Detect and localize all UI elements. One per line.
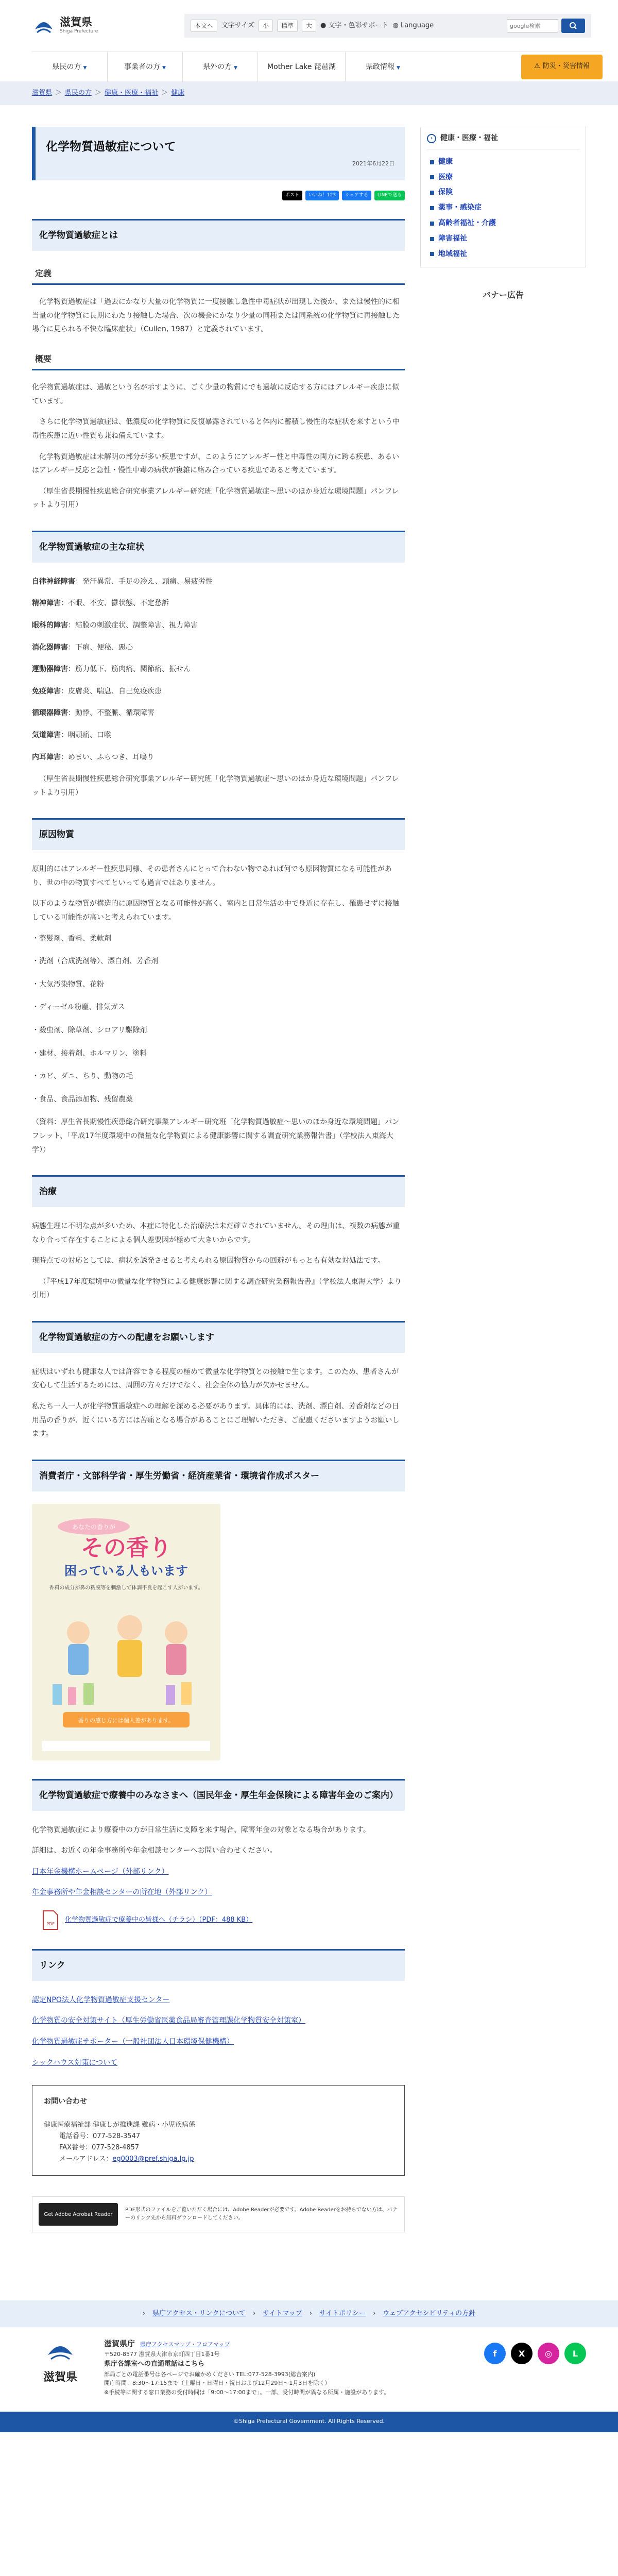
adobe-reader-box (32, 2196, 405, 2232)
paragraph: 化学物質過敏症は「過去にかなり大量の化学物質に一度接触し急性中毒症状が出現した後か、または慢性的に相当量の化学物質に長期にわたり接触した場合、次の機会にかなり少量の同種または同系統の化学物質に再接触した場合に見られる不快な臨床症状」（Cullen, 1987）と定義されています。 (32, 298, 400, 334)
footer-link[interactable]: ウェブアクセシビリティの方針 (383, 2310, 476, 2318)
nav-label: 県政情報 (366, 62, 395, 71)
chevron-right-icon: › (309, 2310, 313, 2318)
banner-ad[interactable] (420, 349, 586, 363)
list-item: ・カビ、ダニ、ちり、動物の毛 (32, 1072, 133, 1081)
warning-icon: ⚠ (534, 62, 540, 71)
paragraph: 原則的にはアレルギー性疾患同様、その患者さんにとって合わない物であれば何でも原因物質になる可能性があり、世の中の物質すべてといっても過言ではありません。 (32, 865, 392, 887)
chevron-right-icon: › (427, 134, 436, 143)
language-label: Language (401, 21, 434, 29)
sidebar-item[interactable]: 地域福祉 (427, 247, 579, 262)
chevron-down-icon: ▼ (234, 65, 237, 71)
access-link[interactable]: 県庁アクセスマップ・フロアマップ (140, 2341, 230, 2348)
share-buttons (32, 191, 405, 200)
sidebar-item[interactable]: 障害福祉 (427, 231, 579, 247)
nav-label: Mother Lake 琵琶湖 (267, 62, 336, 71)
source-note: （厚生省長期慢性疾患総合研究事業アレルギー研究班「化学物質過敏症〜思いのほか身近な環境問題」パンフレットより引用） (32, 775, 399, 797)
chevron-right-icon: › (253, 2310, 256, 2318)
paragraph: 私たち一人一人が化学物質過敏症への理解を深める必要があります。具体的には、洗剤、漂白剤、芳香剤などの日用品の香りが、近くにいる方には苦痛となる場合があることにご理解いただき、ご配慮くださいますようお願いします。 (32, 1402, 400, 1438)
breadcrumb: 滋賀県 ＞ 県民の方 ＞ 健康・医療・福祉 ＞ 健康 (0, 81, 618, 105)
square-bullet-icon (430, 252, 434, 256)
footer-link[interactable]: 県庁アクセス・リンクについて (152, 2310, 246, 2318)
x-icon[interactable]: X (511, 2343, 533, 2364)
facebook-share-button[interactable]: シェアする (342, 191, 371, 200)
page-title: 化学物質過敏症について (46, 140, 176, 154)
sidebar (420, 127, 586, 2232)
breadcrumb-link[interactable]: 県民の方 (65, 89, 92, 97)
list-item: ・ディーゼル粉塵、排気ガス (32, 1003, 125, 1012)
list-item: ・整髪剤、香料、柔軟剤 (32, 934, 111, 943)
adobe-reader-text: PDF形式のファイルをご覧いただく場合には、Adobe Readerが必要です。Adobe Readerをお持ちでない方は、バナーのリンク先から無料ダウンロードしてください。 (125, 2207, 398, 2222)
related-link[interactable]: 化学物質過敏症サポーター（一般社団法人日本環境保健機構） (32, 2038, 234, 2046)
poster-title: その香り (81, 1534, 171, 1561)
paragraph: 現時点での対応としては、病状を誘発させると考えられる原因物質からの回避がもっとも有効な対処法です。 (32, 1257, 385, 1265)
sidebar-item[interactable]: 健康 (427, 155, 579, 170)
language-button[interactable] (393, 20, 434, 31)
related-link[interactable]: 化学物質の安全対策サイト（厚生労働省医薬食品局審査管理課化学物質安全対策室） (32, 2016, 306, 2025)
subheading: 定義 (32, 266, 405, 285)
nav-label: 県民の方 (52, 62, 81, 71)
social-links (484, 2337, 586, 2397)
subheading: 概要 (32, 352, 405, 370)
section-heading: 化学物質過敏症の方への配慮をお願いします (32, 1321, 405, 1353)
adobe-reader-banner[interactable]: Get Adobe Acrobat Reader (39, 2203, 118, 2226)
section-heading: 治療 (32, 1175, 405, 1207)
section-heading: 化学物質過敏症で療養中のみなさまへ（国民年金・厚生年金保険による障害年金のご案内） (32, 1779, 405, 1811)
logo-text: 滋賀県 (60, 15, 92, 28)
globe-icon: ◍ (392, 21, 399, 29)
facebook-icon[interactable]: f (484, 2343, 506, 2364)
footer-links (0, 2300, 618, 2327)
nav-item-prefgov[interactable] (345, 52, 420, 82)
font-size-label: 文字サイズ (221, 21, 254, 29)
font-large-button[interactable]: 大 (302, 20, 316, 32)
poster-image[interactable] (32, 1504, 220, 1760)
list-item: 免疫障害：皮膚炎、喘息、自己免疫疾患 (32, 687, 162, 696)
facebook-like-button[interactable]: いいね！123 (305, 191, 339, 200)
list-item: 内耳障害：めまい、ふらつき、耳鳴り (32, 753, 154, 761)
color-support-link[interactable]: ● 文字・色彩サポート (320, 21, 389, 29)
section-heading: 化学物質過敏症の主な症状 (32, 531, 405, 563)
mail-link[interactable]: eg0003@pref.shiga.lg.jp (112, 2155, 194, 2163)
section-heading: 原因物質 (32, 818, 405, 850)
sidebar-item[interactable]: 高齢者福祉・介護 (427, 216, 579, 231)
list-item: ・洗剤（合成洗剤等）、漂白剤、芳香剤 (32, 957, 158, 966)
list-item: 気道障害：咽頭痛、口喉 (32, 731, 111, 739)
banner-heading: バナー広告 (482, 290, 524, 300)
chevron-right-icon: › (142, 2310, 146, 2318)
footer-info: 滋賀県庁 県庁アクセスマップ・フロアマップ 〒520-8577 滋賀県大津市京町四丁目1番1号 県庁各課室への直通電話はこちら 部局ごとの電話番号は各ページでお確かめください TEL:077-528-3993(総合案内) 開庁時間：8:30〜17:15まで（土曜日・日曜日・祝日および12月29日〜1月3日を除く） ※手続等に関する窓口業務の受付時間は「9:00〜17:00まで」。一部、受付時間が異なる所属・施設があります。 (104, 2337, 469, 2397)
poster-subtitle: 困っている人もいます (64, 1563, 188, 1578)
contact-dept: 健康医療福祉部 健康しが推進課 難病・小児疾病係 (44, 2121, 196, 2129)
nav-item-residents[interactable] (32, 52, 107, 82)
contact-box (32, 2085, 405, 2176)
nav-label: 事業者の方 (124, 62, 161, 71)
footer (0, 2300, 618, 2432)
square-bullet-icon (430, 222, 434, 226)
prefecture-emblem-icon (45, 2337, 76, 2363)
square-bullet-icon (430, 237, 434, 241)
footer-link[interactable]: サイトポリシー (319, 2310, 366, 2318)
list-item: 消化器障害：下痢、便秘、悪心 (32, 643, 133, 652)
square-bullet-icon (430, 175, 434, 179)
page-date: 2021年6月22日 (352, 160, 394, 167)
line-share-button[interactable]: LINEで送る (374, 191, 405, 200)
poster-body: 香料の成分が鼻の粘膜等を刺激して体調不良を起こす人がいます。 (49, 1585, 203, 1591)
svg-text:PDF: PDF (46, 1921, 55, 1926)
poster-foot: 香りの感じ方には個人差があります。 (78, 1717, 175, 1724)
sidebar-item[interactable]: 保険 (427, 185, 579, 200)
paragraph: 詳細は、お近くの年金事務所や年金相談センターへお問い合わせください。 (32, 1846, 277, 1855)
skip-to-content-link[interactable]: 本文へ (191, 20, 217, 32)
pdf-link[interactable]: 化学物質過敏症で療養中の皆様へ（チラシ）（PDF：488 KB） (65, 1916, 253, 1924)
nav-item-business[interactable] (107, 52, 182, 82)
sidebar-item[interactable]: 医療 (427, 170, 579, 185)
prefecture-emblem-icon (32, 14, 56, 38)
copyright: ©Shiga Prefectural Government. All Rights Reserved. (0, 2412, 618, 2432)
contact-title: お問い合わせ (44, 2097, 87, 2106)
section-heading: 化学物質過敏症とは (32, 219, 405, 251)
phone-directory-link[interactable]: 県庁各課室への直通電話はこちら (104, 2360, 205, 2368)
banner-ad[interactable] (420, 457, 586, 471)
line-icon[interactable]: L (564, 2343, 586, 2364)
font-small-button[interactable]: 小 (259, 20, 273, 32)
sidebar-item[interactable]: 薬事・感染症 (427, 200, 579, 216)
list-item: 自律神経障害：発汗異常、手足の冷え、頭痛、易疲労性 (32, 577, 213, 586)
search-input[interactable] (507, 19, 558, 32)
color-support-label: 文字・色彩サポート (328, 21, 389, 29)
chevron-down-icon: ▼ (397, 65, 400, 71)
pdf-icon (42, 1910, 59, 1930)
search-icon (561, 19, 585, 33)
related-link[interactable]: 認定NPO法人化学物質過敏症支援センター (32, 1995, 170, 2004)
banner-ad[interactable] (420, 421, 586, 435)
source-note: （『平成17年度環境中の微量な化学物質による健康影響に関する調査研究業務報告書』（学校法人東海大学）より引用） (32, 1277, 402, 1300)
section-heading: リンク (32, 1949, 405, 1981)
nav-item-outside[interactable] (182, 52, 258, 82)
poster-top: あなたの香りが (72, 1523, 116, 1531)
chevron-down-icon: ▼ (83, 65, 87, 71)
square-bullet-icon (430, 191, 434, 195)
main-content (32, 127, 405, 2232)
breadcrumb-link[interactable]: 健康・医療・福祉 (105, 89, 159, 97)
square-bullet-icon (430, 206, 434, 210)
chevron-right-icon: › (373, 2310, 376, 2318)
x-post-button[interactable]: ポスト (282, 191, 302, 200)
source-note: （厚生省長期慢性疾患総合研究事業アレルギー研究班「化学物質過敏症〜思いのほか身近な環境問題」パンフレットより引用） (32, 487, 399, 510)
site-logo[interactable] (32, 14, 184, 38)
list-item: 循環器障害：動悸、不整脈、循環障害 (32, 709, 154, 718)
global-nav (32, 52, 603, 81)
emergency-label: 防災・災害情報 (542, 62, 590, 71)
chevron-down-icon: ▼ (162, 65, 166, 71)
list-item: 眼科的障害：結膜の刺激症状、調整障害、視力障害 (32, 621, 198, 630)
banner-ad[interactable] (420, 313, 586, 327)
list-item: ・殺虫剤、除草剤、シロアリ駆除剤 (32, 1026, 147, 1035)
paragraph: 以下のような物質が構造的に原因物質となる可能性が高く、室内と日常生活の中で身近に存在し、罹患せずに接触している可能性が高いと考えられています。 (32, 900, 400, 922)
list-item: ・建材、接着剤、ホルマリン、塗料 (32, 1049, 147, 1058)
list-item: 運動器障害：筋力低下、筋肉痛、関節痛、振せん (32, 665, 191, 674)
sidebar-title: › 健康・医療・福祉 (427, 132, 579, 149)
list-item: ・大気汚染物質、花粉 (32, 980, 104, 989)
emergency-button[interactable] (521, 55, 603, 79)
banner-ad[interactable] (420, 493, 586, 507)
nav-label: 県外の方 (203, 62, 232, 71)
paragraph: 化学物質過敏症により療養中の方が日常生活に支障を来す場合、障害年金の対象となる場合があります。 (32, 1825, 370, 1834)
contact-fax: FAX番号：077-528-4857 (59, 2144, 140, 2152)
footer-logo: 滋賀県 (32, 2337, 89, 2397)
source-note: （資料：厚生省長期慢性疾患総合研究事業アレルギー研究班「化学物質過敏症〜思いのほか身近な環境問題」パンフレット、「平成17年度環境中の微量な化学物質による健康影響に関する調査研究業務報告書」（学校法人東海大学）） (32, 1118, 400, 1154)
page-title-box (32, 127, 405, 180)
search-button[interactable] (561, 19, 585, 33)
instagram-icon[interactable]: ◎ (538, 2343, 559, 2364)
sidebar-menu (420, 127, 586, 267)
section-heading: 消費者庁・文部科学省・厚生労働省・経済産業省・環境省作成ポスター (32, 1460, 405, 1492)
cause-list (32, 932, 405, 1107)
utility-bar (184, 14, 591, 38)
contact-tel: 電話番号：077-528-3547 (59, 2132, 141, 2141)
pdf-download (42, 1910, 405, 1930)
paragraph: 化学物質過敏症は未解明の部分が多い疾患ですが、このようにアレルギー性と中毒性の両方に跨る疾患、あるいはアレルギー反応と急性・慢性中毒の病状が複雑に絡み合っている疾患であると考えています。 (32, 452, 400, 475)
square-bullet-icon (430, 160, 434, 164)
symptom-list (32, 575, 405, 764)
search-form (507, 19, 585, 33)
paragraph: さらに化学物質過敏症は、低濃度の化学物質に反復暴露されていると体内に蓄積し慢性的な症状を来すという中毒性疾患に近い性質も兼ね備えています。 (32, 418, 400, 440)
external-link[interactable]: 日本年金機構ホームページ（外部リンク） (32, 1867, 169, 1876)
logo-sub: Shiga Prefecture (60, 28, 98, 34)
nav-item-biwako[interactable] (258, 52, 345, 82)
contact-mail: メールアドレス：eg0003@pref.shiga.lg.jp (59, 2155, 194, 2163)
footer-link[interactable]: サイトマップ (263, 2310, 302, 2318)
breadcrumb-link[interactable]: 健康 (171, 89, 185, 97)
font-standard-button[interactable]: 標準 (277, 20, 298, 32)
paragraph: 病態生理に不明な点が多いため、本症に特化した治療法は未だ確立されていません。その理由は、複数の病態が重なり合って存在することによる個人差要因が極めて大きいからです。 (32, 1222, 400, 1244)
banner-ad[interactable] (420, 385, 586, 399)
external-link[interactable]: 年金事務所や年金相談センターの所在地（外部リンク） (32, 1888, 212, 1897)
list-item: 精神障害：不眠、不安、鬱状態、不定愁訴 (32, 599, 169, 608)
list-item: ・食品、食品添加物、残留農薬 (32, 1095, 133, 1104)
header (0, 0, 618, 52)
paragraph: 化学物質過敏症は、過敏という名が示すように、ごく少量の物質にでも過敏に反応する方にはアレルギー疾患に似ています。 (32, 383, 400, 405)
related-link[interactable]: シックハウス対策について (32, 2058, 118, 2067)
breadcrumb-link[interactable]: 滋賀県 (32, 89, 53, 97)
paragraph: 症状はいずれも健康な人では許容できる程度の極めて微量な化学物質との接触で生じます。このため、患者さんが安心して生活するためには、周囲の方々だけでなく、社会全体の協力が欠かせません。 (32, 1367, 399, 1390)
